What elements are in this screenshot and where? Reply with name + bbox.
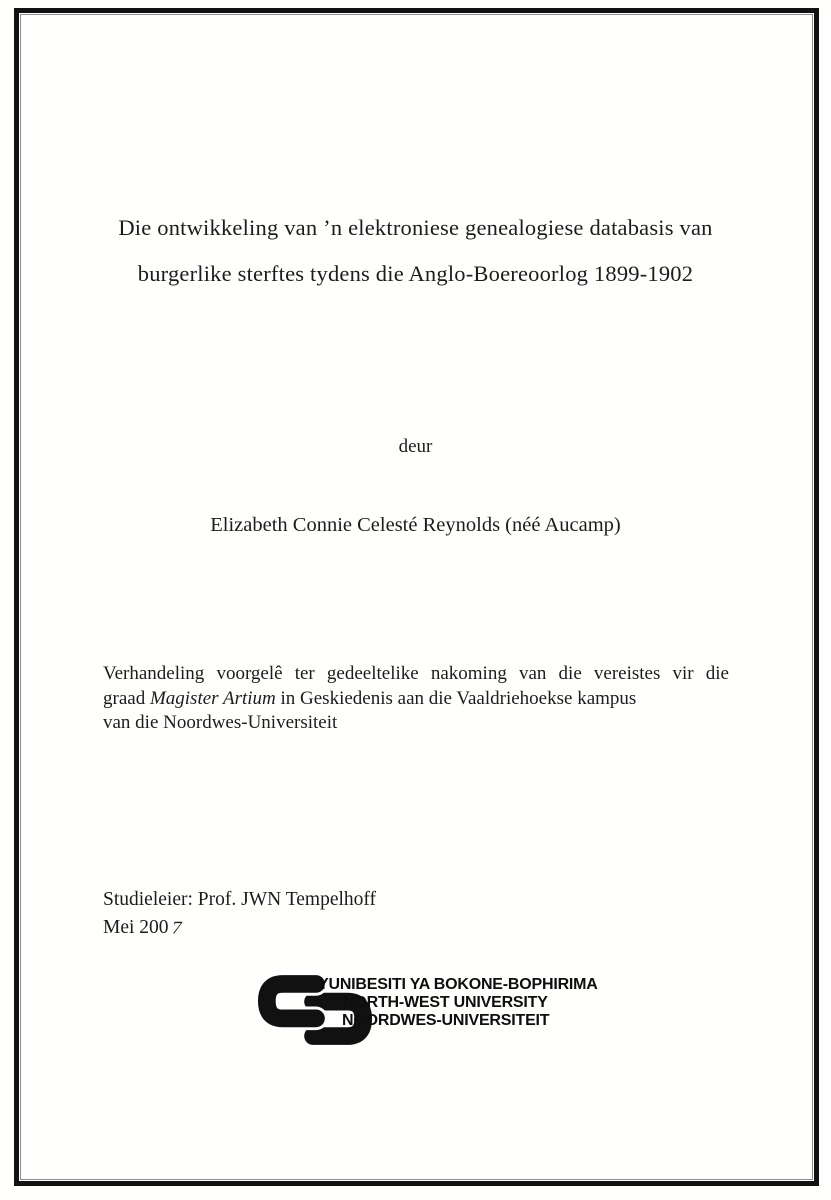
author-name: Elizabeth Connie Celesté Reynolds (néé Aucamp)	[210, 514, 621, 536]
submission-statement	[103, 662, 729, 736]
logo-text-setswana: YUNIBESITI YA BOKONE-BOPHIRIMA	[318, 976, 598, 993]
date-line	[103, 914, 376, 942]
submission-line-3: van die Noordwes-Universiteit	[103, 712, 338, 733]
byline-deur: deur	[398, 436, 433, 457]
logo-text-english: NORTH-WEST UNIVERSITY	[343, 994, 548, 1011]
logo-text-afrikaans: NOORDWES-UNIVERSITEIT	[342, 1012, 550, 1029]
submission-line-2-pre: graad	[103, 687, 150, 709]
thesis-title	[40, 205, 791, 297]
degree-name-italic: Magister Artium	[149, 687, 276, 709]
submission-line-2-post: in Geskiedenis aan die Vaaldriehoekse kampus	[275, 687, 637, 709]
thesis-title-line-1: Die ontwikkeling van ’n elektroniese genealogiese databasis van	[118, 215, 713, 240]
date-prefix: Mei 200	[103, 917, 169, 938]
submission-line-1: Verhandeling voorgelê ter gedeeltelike nakoming van die vereistes vir die	[103, 663, 729, 684]
date-last-digit: 7	[169, 919, 184, 939]
supervisor-line: Studieleier: Prof. JWN Tempelhoff	[103, 889, 377, 910]
submission-line-2	[103, 687, 729, 712]
supervisor-and-date	[103, 886, 376, 942]
thesis-title-line-2: burgerlike sterftes tydens die Anglo-Boereoorlog 1899-1902	[137, 261, 694, 286]
